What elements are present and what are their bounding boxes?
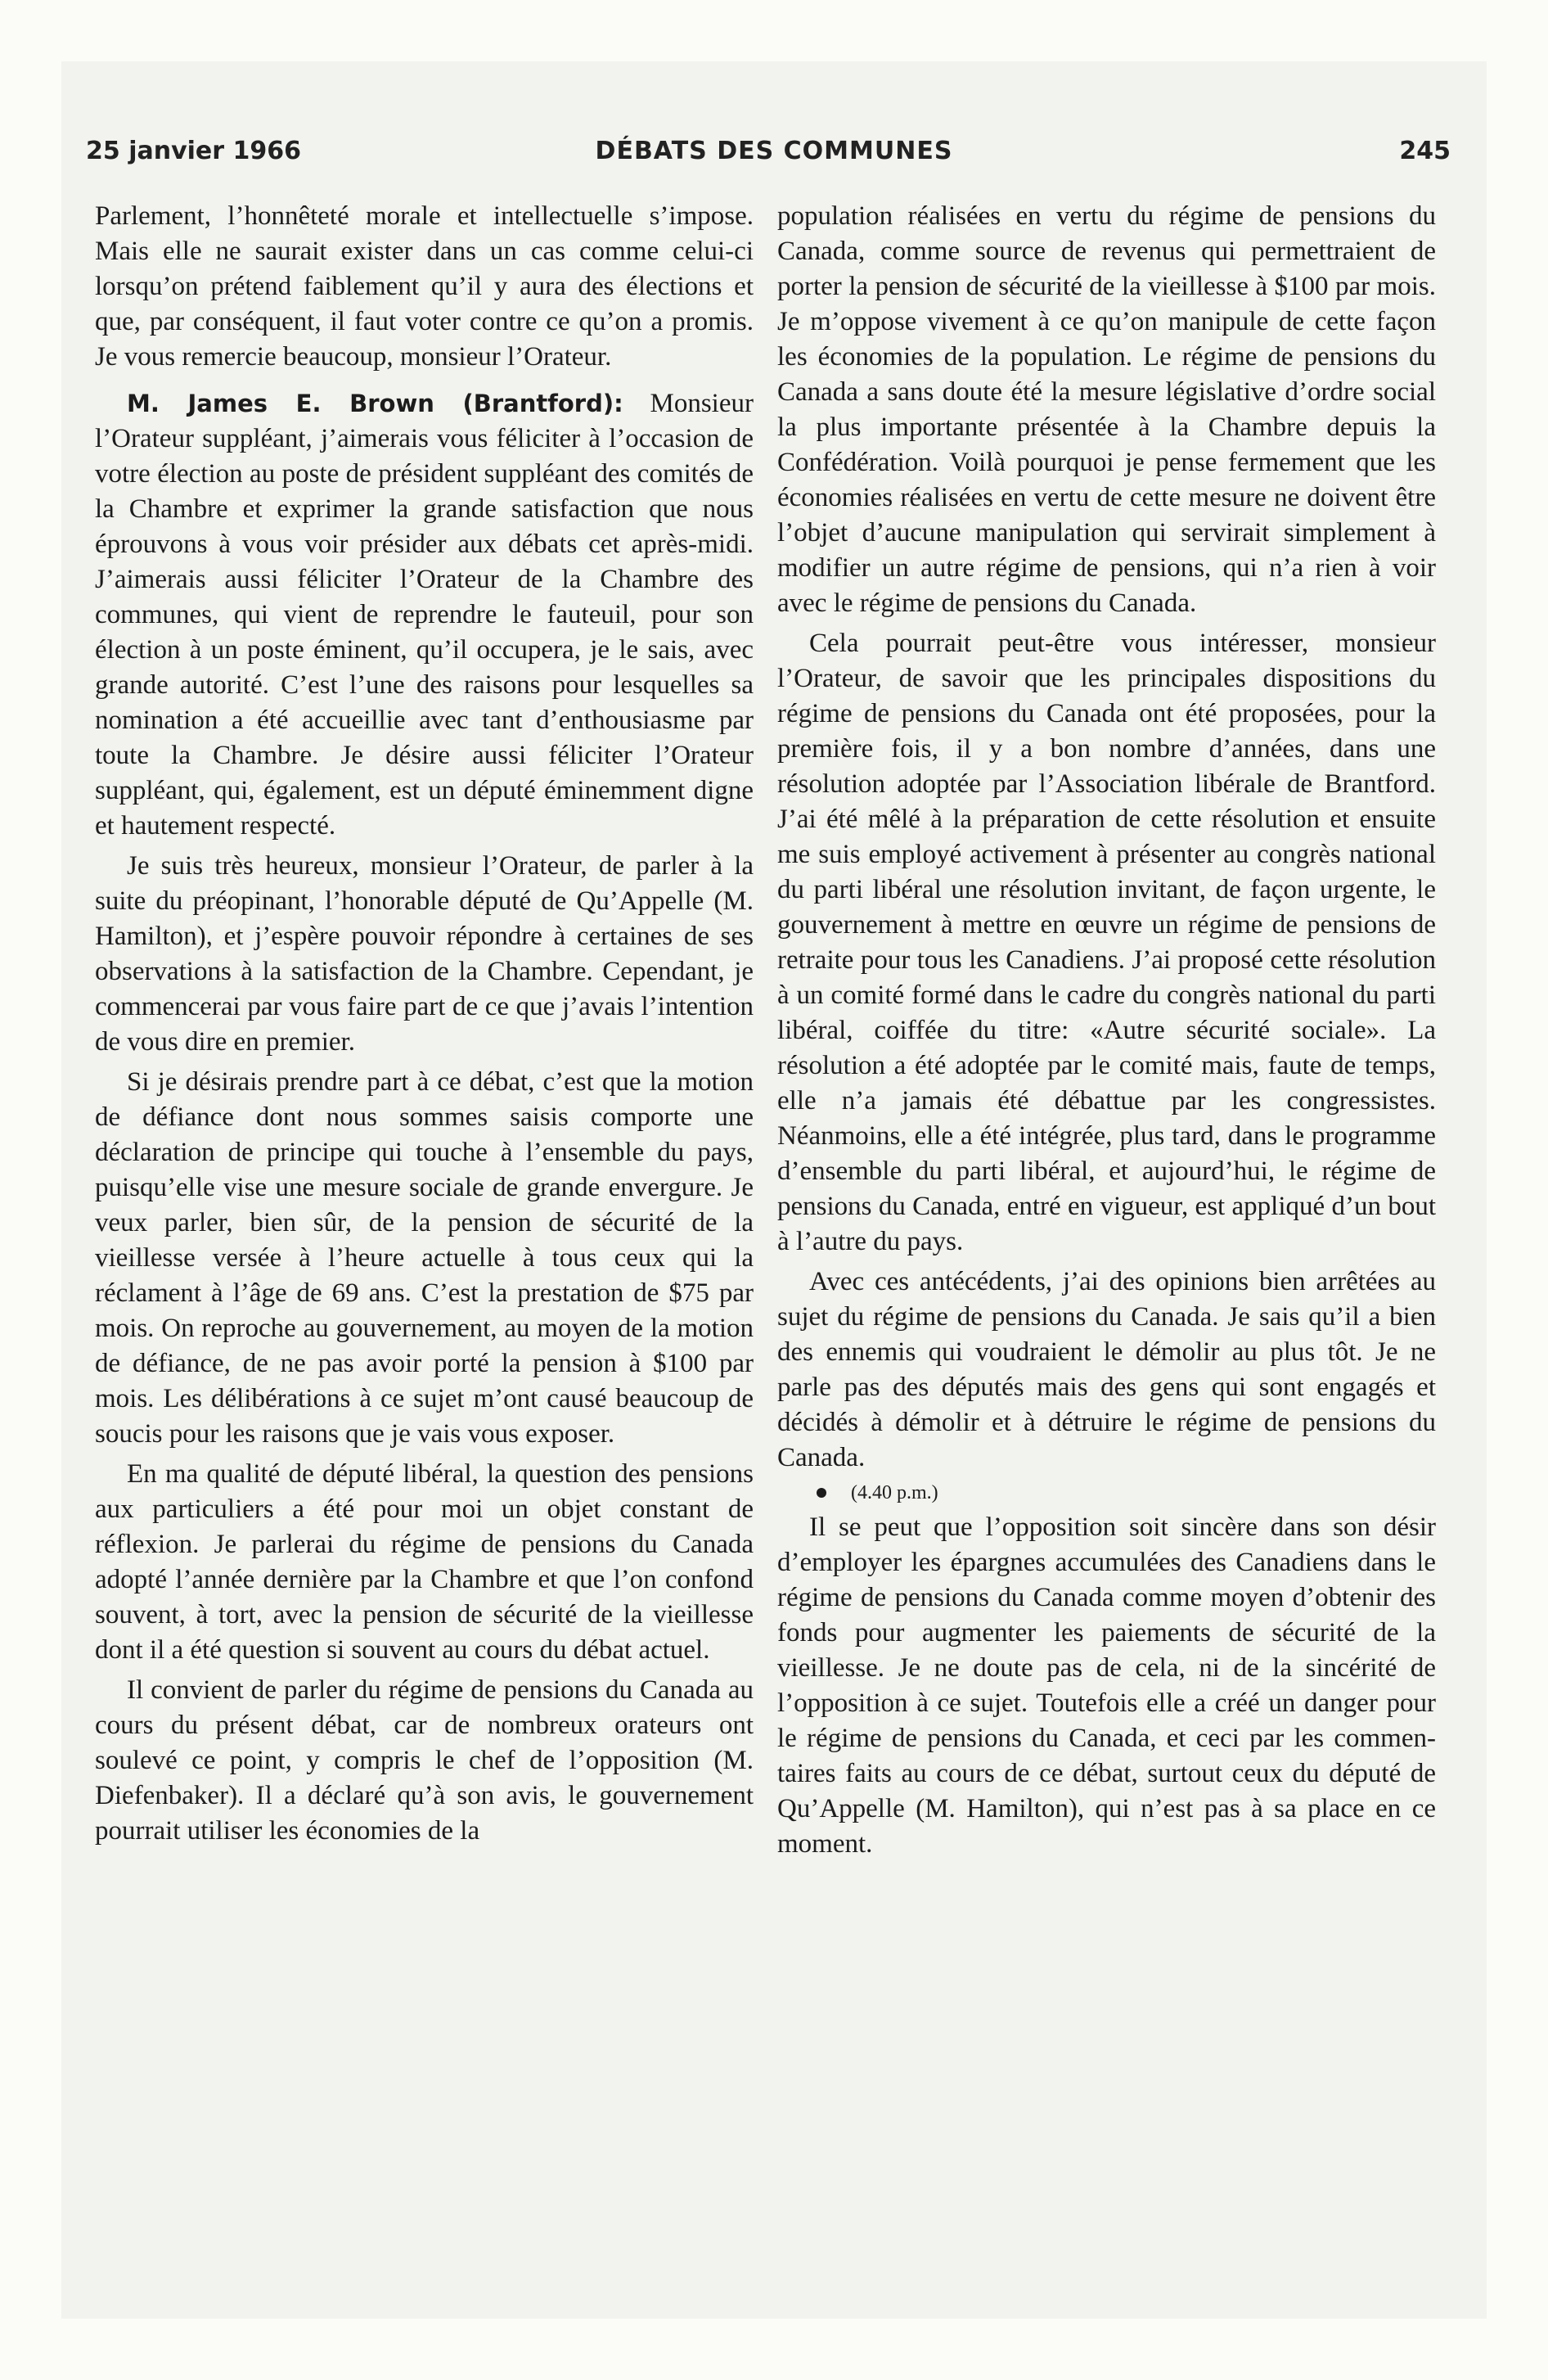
speaker-name: M. James E. Brown (Brantford): [127, 390, 623, 417]
paragraph: En ma qualité de député libéral, la question des pensions aux particuliers a été pour moi un objet constant de réflexion. Je parlerai du régime de pensions du Canada adopté l’année dernière par la Chambre et que l’on confond souvent, à tort, avec la pension de sécurité de la vieillesse dont il a été question si souvent au cours du débat actuel. [95, 1459, 754, 1665]
left-column [95, 199, 754, 1854]
paragraph: Il se peut que l’opposition soit sincère dans son désir d’employer les épargnes accumulées des Canadiens dans le régime de pensions du Canada comme moyen d’obtenir des fonds pour augmenter les paiements de sécurité de la vieillesse. Je ne doute pas de cela, ni de la sincérité de l’opposition à ce sujet. Toutefois elle a créé un danger pour le régime de pensions du Canada, et ceci par les commentaires faits au cours de ce débat, surtout ceux du député de Qu’Appelle (M. Hamilton), qui n’est pas à sa place en ce moment. [777, 1512, 1436, 1859]
bullet-icon [817, 1488, 826, 1498]
paragraph-continued: population réalisées en vertu du régime de pensions du Canada, comme source de revenus qui permettraient de porter la pension de sécurité de la vieillesse à $100 par mois. Je m’oppose vivement à ce qu’on manipule de cette façon les économies de la population. Le régime de pensions du Canada a sans doute été la mesure législative d’ordre social la plus importante présentée à la Chambre depuis la Confédération. Voilà pourquoi je pense fermement que les économies réalisées en vertu de cette mesure ne doivent être l’objet d’aucune manipulation qui servirait simplement à modifier un autre régime de pensions, qui n’a rien à voir avec le régime de pensions du Canada. [777, 201, 1436, 618]
paragraph: Si je désirais prendre part à ce débat, c’est que la motion de défiance dont nous sommes saisis comporte une déclaration de principe qui touche à l’ensemble du pays, puisqu’elle vise une mesure sociale de grande envergure. Je veux parler, bien sûr, de la pension de sécurité de la vieillesse versée à l’heure actuelle à tous ceux qui la réclament à l’âge de 69 ans. C’est la prestation de $75 par mois. On reproche au gouvernement, au moyen de la motion de défiance, de ne pas avoir porté la pension à $100 par mois. Les délibérations à ce sujet m’ont causé beaucoup de soucis pour les raisons que je vais vous exposer. [95, 1067, 754, 1449]
header-date: 25 janvier 1966 [86, 137, 301, 165]
page-number: 245 [1399, 137, 1451, 165]
header-title: DÉBATS DES COMMUNES [595, 137, 953, 165]
paragraph: Je suis très heureux, monsieur l’Orateur, de parler à la suite du préopinant, l’honorable député de Qu’Appelle (M. Hamilton), et j’espère pouvoir répondre à certaines de ses observations à la satisfaction de la Chambre. Cependant, je commencerai par vous faire part de ce que j’avais l’intention de vous dire en premier. [95, 851, 754, 1057]
paragraph-continued: Parlement, l’honnêteté morale et intellectuelle s’impose. Mais elle ne saurait exister dans un cas comme celui-ci lorsqu’on prétend faiblement qu’il y aura des élections et que, par conséquent, il faut voter contre ce qu’on a promis. Je vous remercie beaucoup, monsieur l’Orateur. [95, 201, 754, 372]
right-column [777, 199, 1436, 1867]
hansard-page [61, 61, 1487, 2319]
speech-paragraph [95, 386, 754, 844]
paragraph: Avec ces antécédents, j’ai des opinions bien arrêtées au sujet du régime de pensions du Canada. Je sais qu’il a bien des ennemis qui voudraient le démolir au plus tôt. Je ne parle pas des députés mais des gens qui sont engagés et décidés à démolir et à détruire le régime de pensions du Canada. [777, 1267, 1436, 1472]
paragraph: Cela pourrait peut-être vous intéresser, monsieur l’Orateur, de savoir que les principales dispositions du régime de pensions du Canada ont été proposées, pour la première fois, il y a bon nombre d’années, dans une résolution adoptée par l’Association libérale de Brantford. J’ai été mêlé à la préparation de cette résolution et ensuite me suis employé activement à présenter au congrès national du parti libéral une résolution invitant, de façon urgente, le gouvernement à mettre en œuvre un régime de pensions de retraite pour tous les Canadiens. J’ai proposé cette résolution à un comité formé dans le cadre du congrès national du parti libéral, coiffée du titre: «Autre sécurité sociale». La résolution a été adoptée par le comité mais, faute de temps, elle n’a jamais été débattue par les congressistes. Néanmoins, elle a été intégrée, plus tard, dans le programme d’ensemble du parti libéral, et aujourd’hui, le régime de pensions du Canada, entré en vigueur, est appliqué d’un bout à l’autre du pays. [777, 629, 1436, 1256]
time-marker-text: (4.40 p.m.) [851, 1482, 938, 1503]
time-marker [777, 1481, 1436, 1505]
speech-text: Monsieur l’Orateur suppléant, j’aimerais vous féliciter à l’occasion de votre élection au poste de président suppléant des comités de la Chambre et exprimer la grande satisfaction que nous éprouvons à vous voir présider aux débats cet après-midi. J’aimerais aussi féliciter l’Orateur de la Chambre des communes, qui vient de reprendre le fauteuil, pour son élection à un poste éminent, qu’il occupera, je le sais, avec grande autorité. C’est l’une des raisons pour lesquelles sa nomination a été accueillie avec tant d’enthousiasme par toute la Chambre. Je désire aussi féliciter l’Orateur suppléant, qui, également, est un député éminemment digne et hautement respecté. [95, 389, 754, 841]
paragraph: Il convient de parler du régime de pensions du Canada au cours du présent débat, car de nombreux orateurs ont soulevé ce point, y compris le chef de l’opposition (M. Diefenbaker). Il a déclaré qu’à son avis, le gouvernement pourrait utiliser les économies de la [95, 1675, 754, 1846]
running-header [61, 137, 1487, 178]
